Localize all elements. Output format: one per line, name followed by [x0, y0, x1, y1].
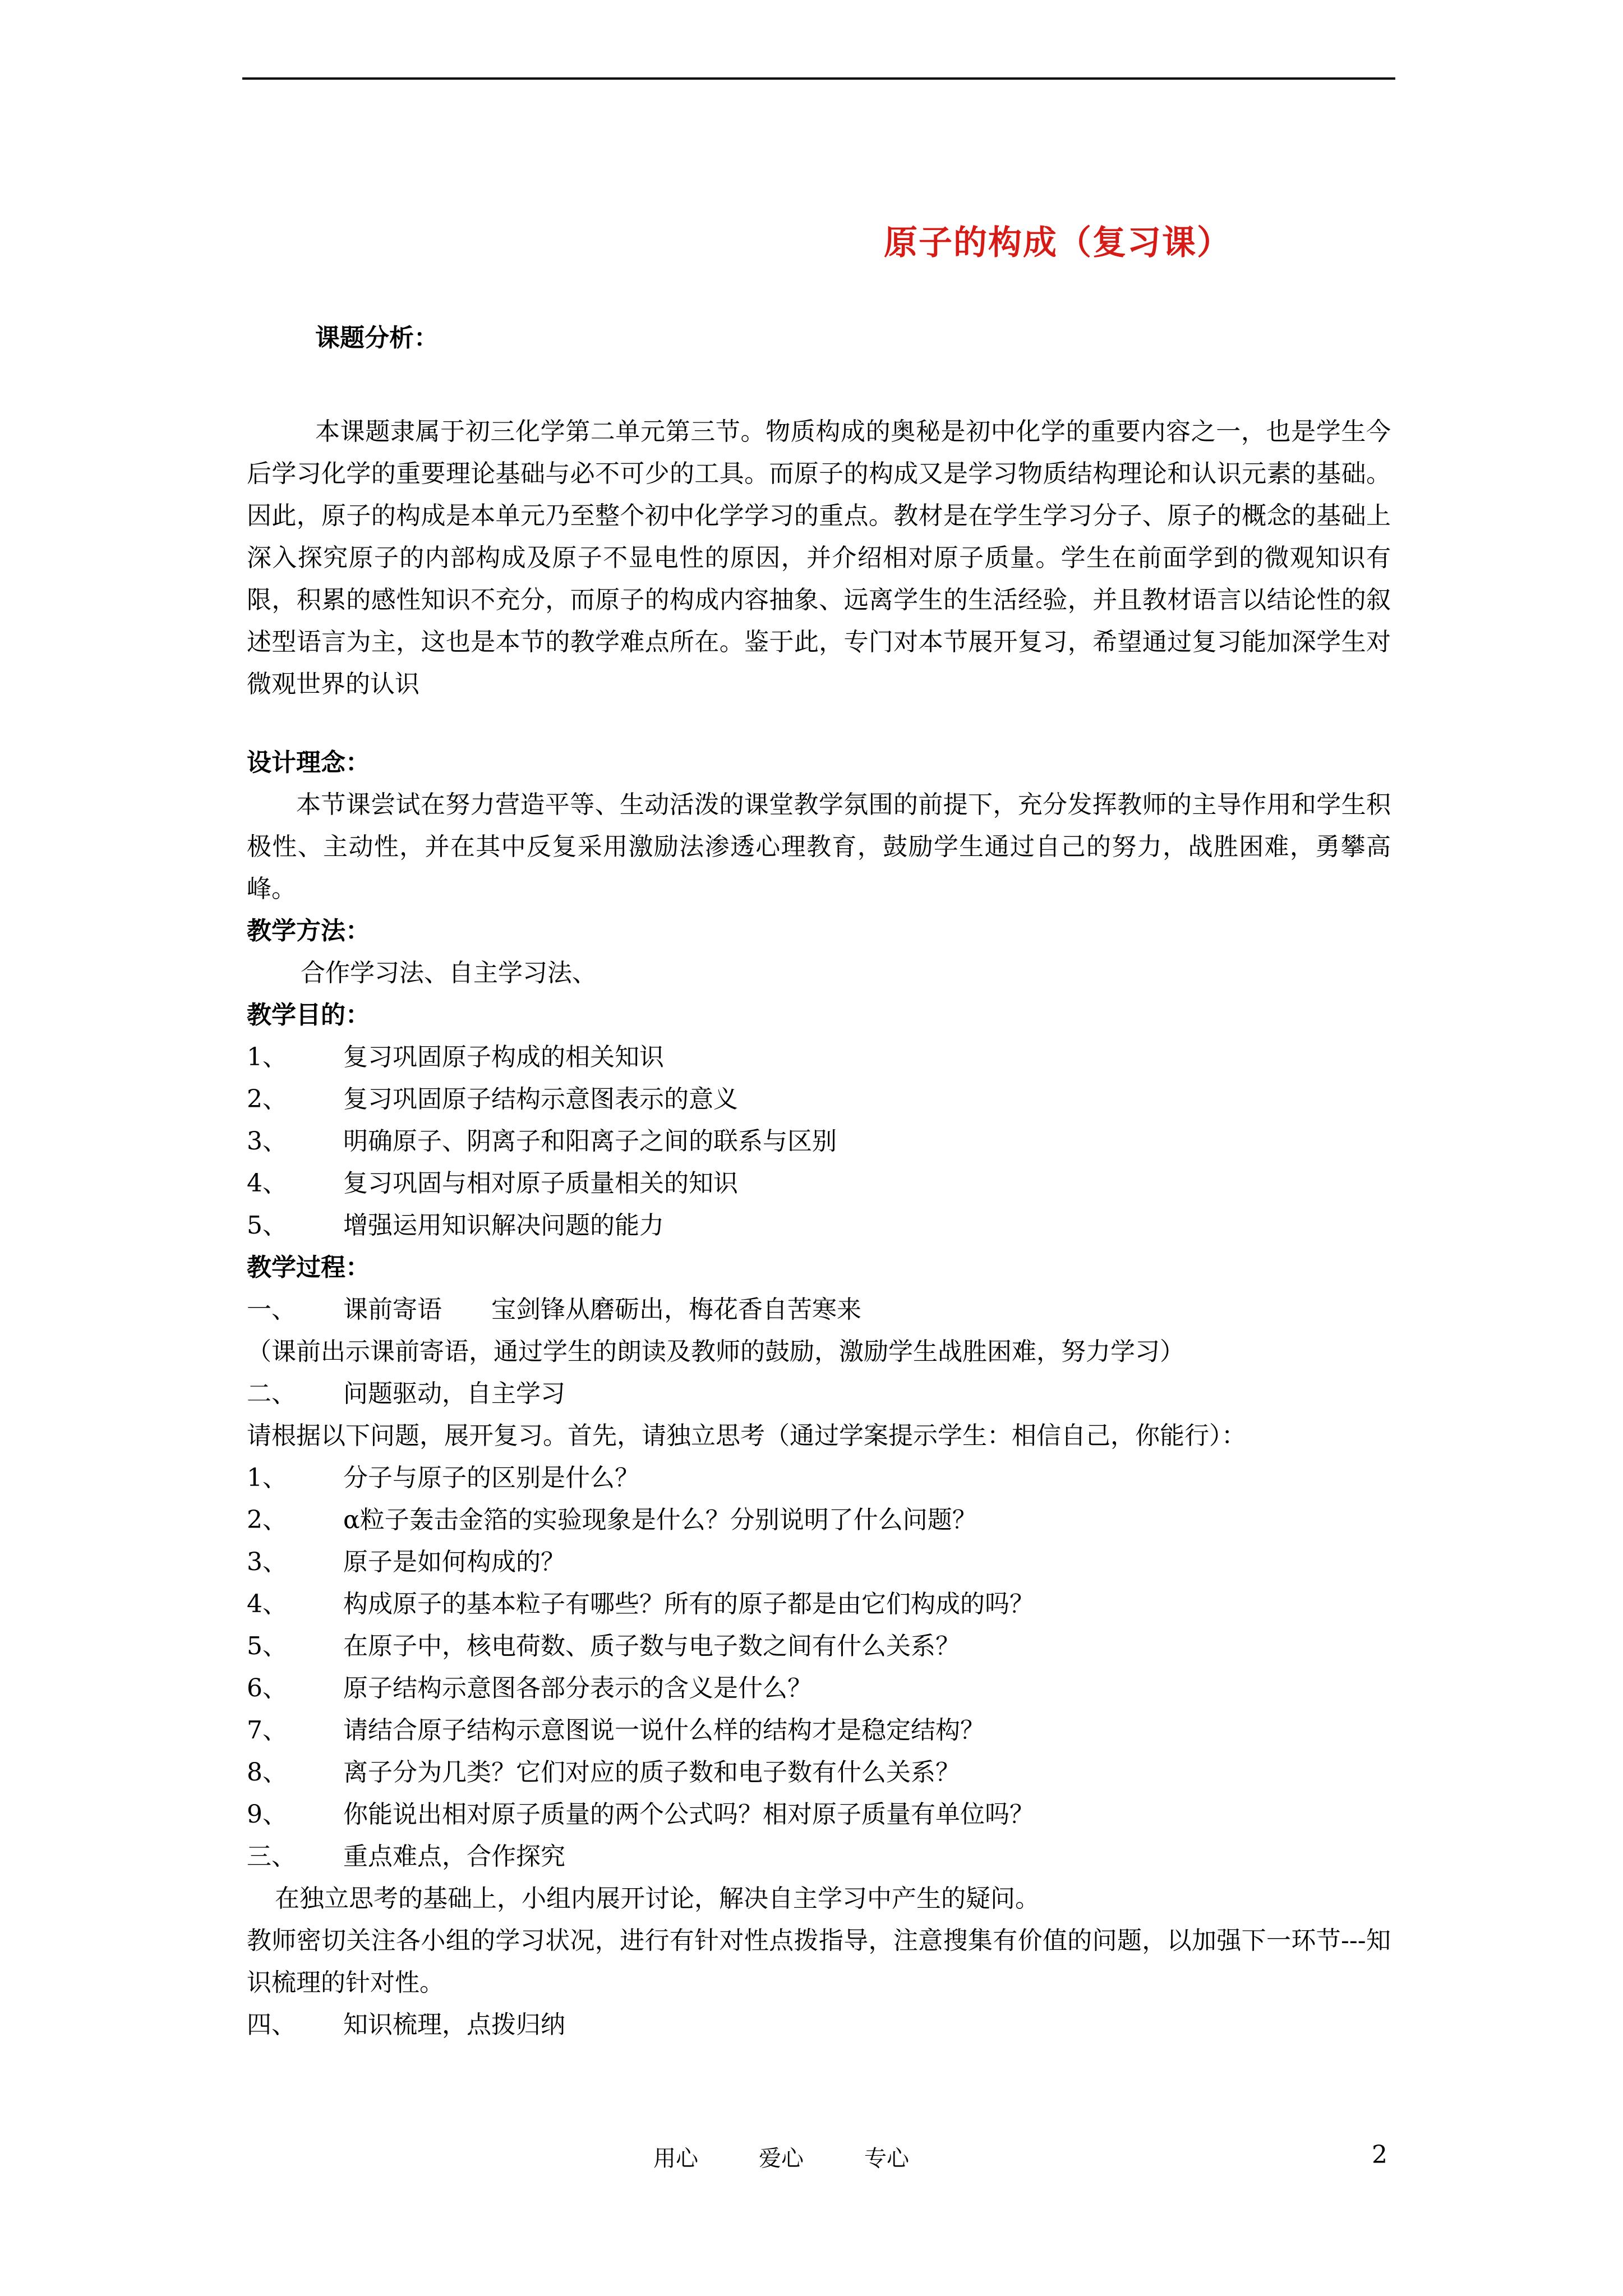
header-rule — [242, 77, 1395, 80]
footer-motto-item: 专心 — [864, 2146, 909, 2171]
list-item: 3、 原子是如何构成的？ — [247, 1548, 565, 1576]
method-text: 合作学习法、自主学习法、 — [301, 959, 597, 987]
process-step-3: 三、 重点难点，合作探究 — [247, 1842, 565, 1871]
list-item: 5、 在原子中，核电荷数、质子数与电子数之间有什么关系？ — [247, 1632, 960, 1660]
process-heading: 教学过程： — [247, 1253, 370, 1282]
list-item: 1、 分子与原子的区别是什么？ — [247, 1464, 639, 1492]
list-item: 1、 复习巩固原子构成的相关知识 — [247, 1043, 664, 1071]
process-step-3-line-2: 教师密切关注各小组的学习状况，进行有针对性点拨指导，注意搜集有价值的问题，以加强下一环节---知识梳理的针对性。 — [247, 1926, 1391, 1997]
list-item: 6、 原子结构示意图各部分表示的含义是什么？ — [247, 1674, 812, 1703]
method-heading: 教学方法： — [247, 917, 370, 945]
list-item: 7、 请结合原子结构示意图说一说什么样的结构才是稳定结构？ — [247, 1716, 985, 1745]
list-item: 4、 构成原子的基本粒子有哪些？所有的原子都是由它们构成的吗？ — [247, 1590, 1034, 1618]
list-item: 2、 复习巩固原子结构示意图表示的意义 — [247, 1085, 738, 1114]
process-step-3-line-1: 在独立思考的基础上，小组内展开讨论，解决自主学习中产生的疑问。 — [275, 1884, 1040, 1913]
design-paragraph: 本节课尝试在努力营造平等、生动活泼的课堂教学氛围的前提下，充分发挥教师的主导作用和学生积极性、主动性，并在其中反复采用激励法渗透心理教育，鼓励学生通过自己的努力，战胜困难，勇攀高峰。 — [247, 790, 1391, 903]
process-step-1-note: （课前出示课前寄语，通过学生的朗读及教师的鼓励，激励学生战胜困难，努力学习） — [247, 1337, 1184, 1366]
process-step-2: 二、 问题驱动，自主学习 — [247, 1379, 565, 1408]
footer-motto — [653, 2141, 970, 2173]
process-step-2-intro: 请根据以下问题，展开复习。首先，请独立思考（通过学案提示学生：相信自己，你能行）： — [247, 1421, 1246, 1450]
analysis-paragraph: 本课题隶属于初三化学第二单元第三节。物质构成的奥秘是初中化学的重要内容之一，也是学生今后学习化学的重要理论基础与必不可少的工具。而原子的构成又是学习物质结构理论和认识元素的基础。因此，原子的构成是本单元乃至整个初中化学学习的重点。教材是在学生学习分子、原子的概念的基础上深入探究原子的内部构成及原子不显电性的原因，并介绍相对原子质量。学生在前面学到的微观知识有限，积累的感性知识不充分，而原子的构成内容抽象、远离学生的生活经验，并且教材语言以结论性的叙述型语言为主，这也是本节的教学难点所在。鉴于此，专门对本节展开复习，希望通过复习能加深学生对微观世界的认识 — [247, 417, 1391, 698]
list-item: 8、 离子分为几类？它们对应的质子数和电子数有什么关系？ — [247, 1758, 960, 1787]
list-item: 4、 复习巩固与相对原子质量相关的知识 — [247, 1169, 738, 1198]
page-number: 2 — [1372, 2141, 1387, 2169]
analysis-heading: 课题分析： — [315, 324, 439, 352]
goals-heading: 教学目的： — [247, 1001, 370, 1029]
footer-motto-item: 用心 — [653, 2146, 698, 2171]
document-body — [247, 317, 1391, 2046]
process-step-4: 四、 知识梳理，点拨归纳 — [247, 2010, 565, 2039]
list-item: 3、 明确原子、阴离子和阳离子之间的联系与区别 — [247, 1127, 837, 1156]
process-step-1: 一、 课前寄语 宝剑锋从磨砺出，梅花香自苦寒来 — [247, 1295, 861, 1324]
list-item: 9、 你能说出相对原子质量的两个公式吗？相对原子质量有单位吗？ — [247, 1800, 1034, 1829]
footer-motto-item: 爱心 — [759, 2146, 804, 2171]
list-item: 2、 α粒子轰击金箔的实验现象是什么？分别说明了什么问题？ — [247, 1506, 977, 1534]
page-title: 原子的构成（复习课） — [884, 223, 1232, 263]
design-heading: 设计理念： — [247, 748, 370, 777]
list-item: 5、 增强运用知识解决问题的能力 — [247, 1211, 664, 1240]
